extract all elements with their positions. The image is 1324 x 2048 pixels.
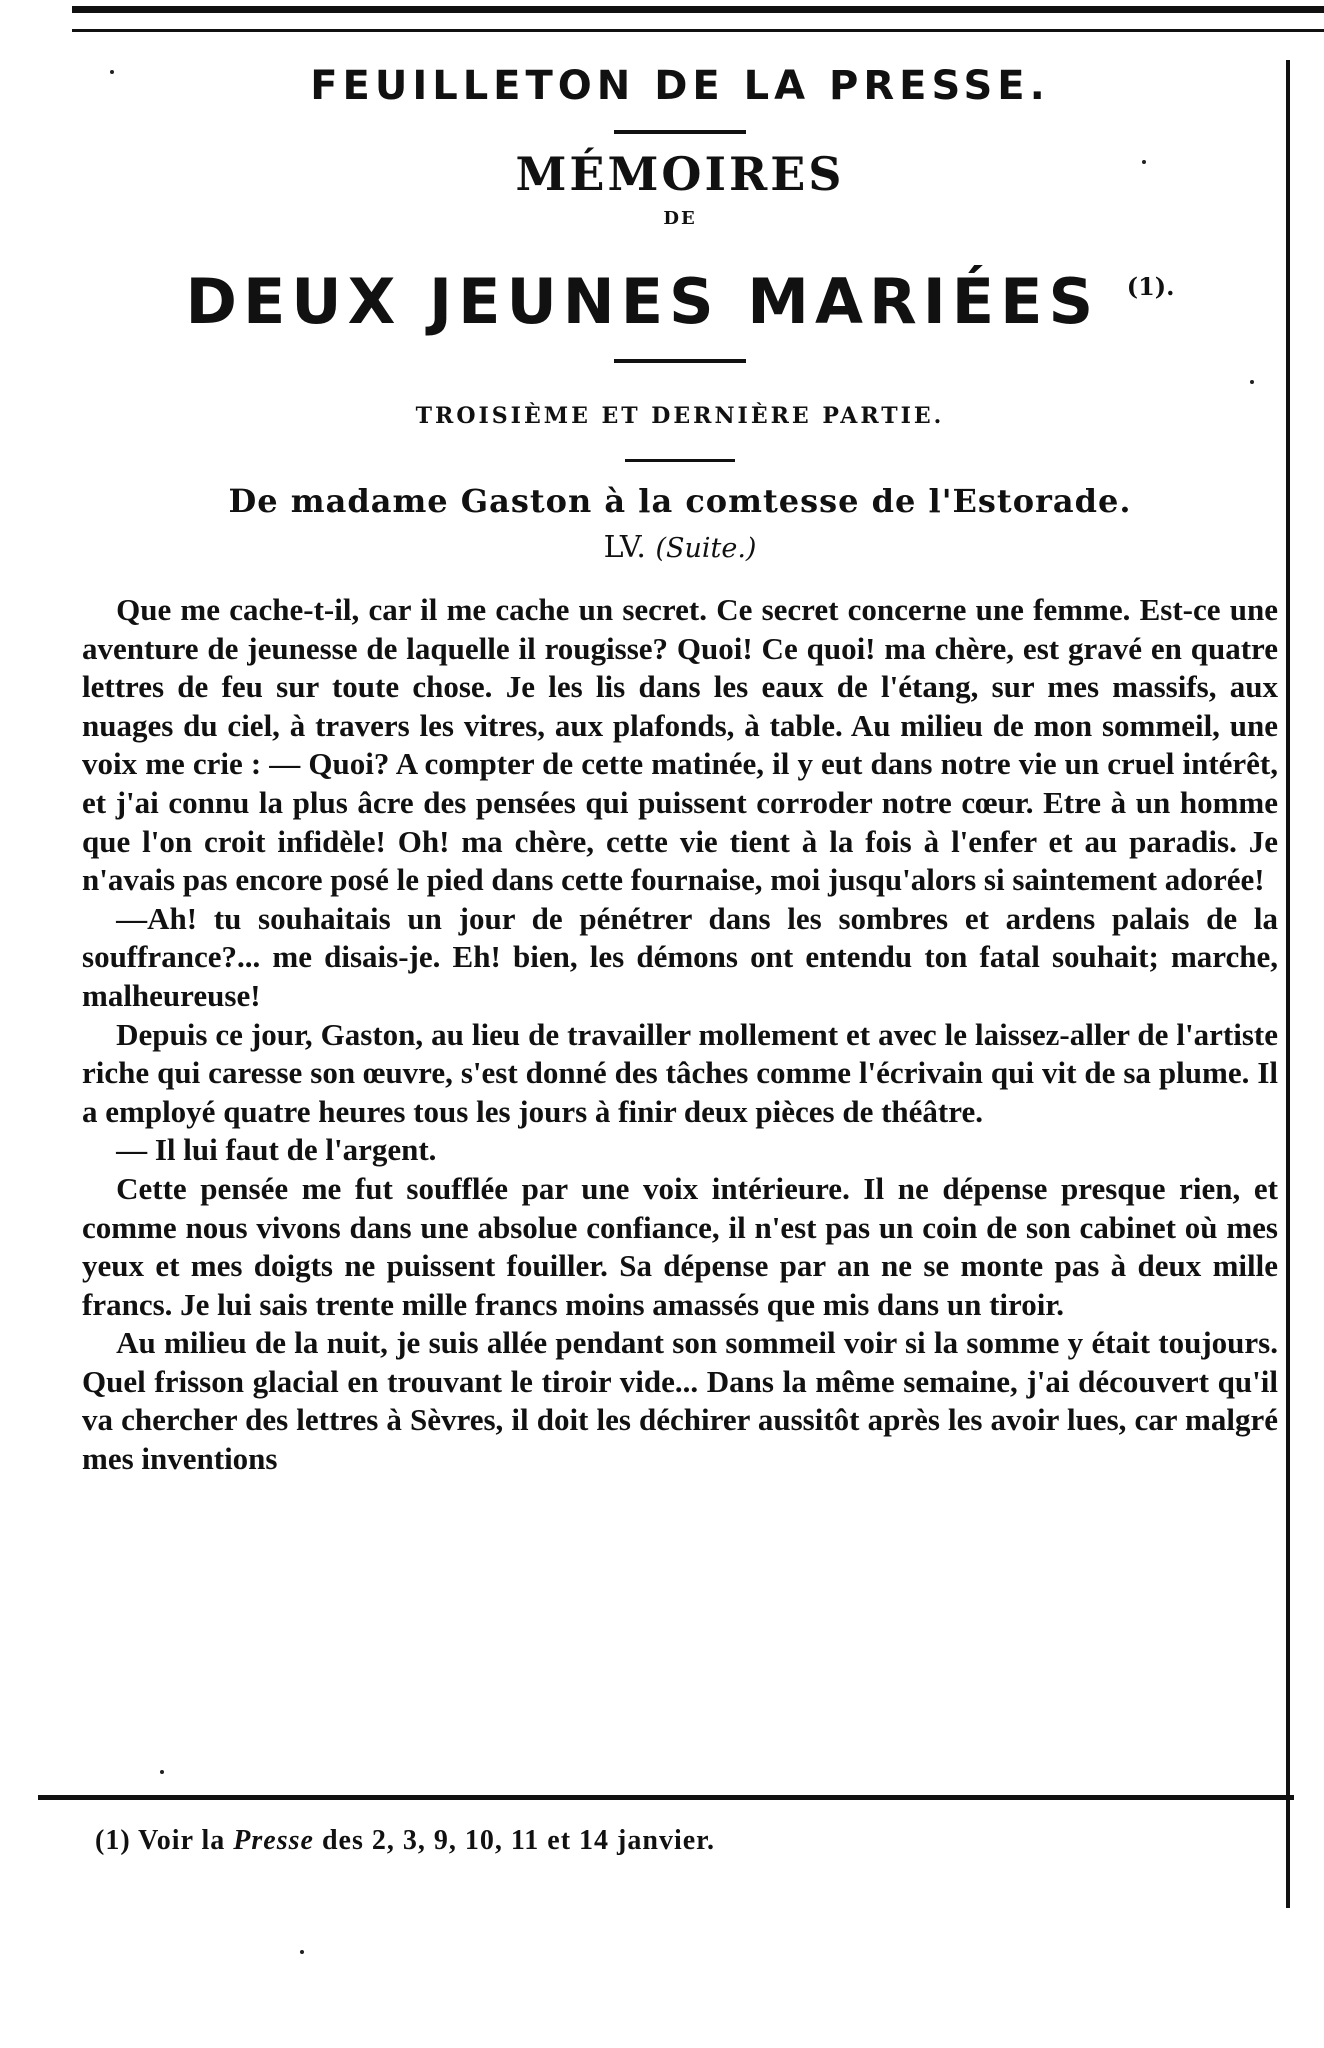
footnote — [95, 1823, 715, 1859]
right-column-rule — [1286, 60, 1290, 1908]
paragraph: Que me cache-t-il, car il me cache un secret. Ce secret concerne une femme. Est-ce une aventure de jeunesse de laquelle il rougisse? Quoi! Ce quoi! ma chère, est gravé en quatre lettres de feu sur toute chose. Je les lis dans les eaux de l'étang, sur mes massifs, aux nuages du ciel, à travers les vitres, aux plafonds, à table. Au milieu de mon sommeil, une voix me crie : — Quoi? A compter de cette matinée, il y eut dans notre vie un cruel intérêt, et j'ai connu la plus âcre des pensées qui puissent corroder notre cœur. Etre à un homme que l'on croit infidèle! Oh! ma chère, cette vie tient à la fois à l'enfer et au paradis. Je n'avais pas encore posé le pied dans cette fournaise, moi jusqu'alors si saintement adorée! — [82, 592, 1278, 898]
paragraph: Au milieu de la nuit, je suis allée pendant son sommeil voir si la somme y était toujours. Quel frisson glacial en trouvant le tiroir vide... Dans la même semaine, j'ai découvert qu'il va chercher des lettres à Sèvres, il doit les déchirer aussitôt après les avoir lues, car malgré mes inventions — [82, 1325, 1278, 1477]
part-divider — [625, 459, 735, 462]
footnote-journal: Presse — [233, 1825, 314, 1856]
novel-title-text: DEUX JEUNES MARIÉES — [185, 265, 1100, 338]
footnote-suffix: des 2, 3, 9, 10, 11 et 14 janvier. — [321, 1825, 716, 1856]
print-speck — [1142, 160, 1146, 164]
body-text — [82, 591, 1278, 1479]
header-divider — [614, 130, 746, 134]
letter-heading: De madame Gaston à la comtesse de l'Estorade. — [228, 482, 1132, 520]
print-speck — [160, 1770, 164, 1774]
memoires-heading: MÉMOIRES — [515, 147, 845, 201]
title-divider — [614, 359, 746, 363]
novel-title — [82, 248, 1278, 341]
paragraph: —Ah! tu souhaitais un jour de pénétrer dans les sombres et ardens palais de la souffrance?... me disais-je. Eh! bien, les démons ont entendu ton fatal souhait; marche, malheureuse! — [82, 900, 1278, 1013]
footnote-rule — [38, 1795, 1294, 1800]
top-double-rule — [72, 6, 1324, 32]
de-connector: DE — [663, 208, 697, 229]
paragraph: Depuis ce jour, Gaston, au lieu de travailler mollement et avec le laissez-aller de l'artiste riche qui caresse son œuvre, s'est donné des tâches comme l'écrivain qui vit de sa plume. Il a employé quatre heures tous les jours à finir deux pièces de théâtre. — [82, 1016, 1278, 1129]
paragraph: — Il lui faut de l'argent. — [116, 1132, 437, 1168]
print-speck — [1250, 380, 1254, 384]
chapter-number: LV. — [603, 530, 646, 565]
feuilleton-column — [82, 60, 1278, 1479]
chapter-suite: (Suite.) — [655, 533, 757, 564]
print-speck — [300, 1950, 304, 1954]
feuilleton-header: FEUILLETON DE LA PRESSE. — [310, 63, 1050, 109]
title-footnote-ref: (1). — [1126, 272, 1175, 301]
part-heading: TROISIÈME ET DERNIÈRE PARTIE. — [415, 403, 945, 429]
chapter-heading — [82, 528, 1278, 569]
print-speck — [110, 70, 114, 74]
paragraph: Cette pensée me fut soufflée par une voix intérieure. Il ne dépense presque rien, et comme nous vivons dans une absolue confiance, il n'est pas un coin de son cabinet où mes yeux et mes doigts ne puissent fouiller. Sa dépense par an ne se monte pas à deux mille francs. Je lui sais trente mille francs moins amassés que mis dans un tiroir. — [82, 1170, 1278, 1322]
footnote-prefix: (1) Voir la — [95, 1825, 226, 1856]
